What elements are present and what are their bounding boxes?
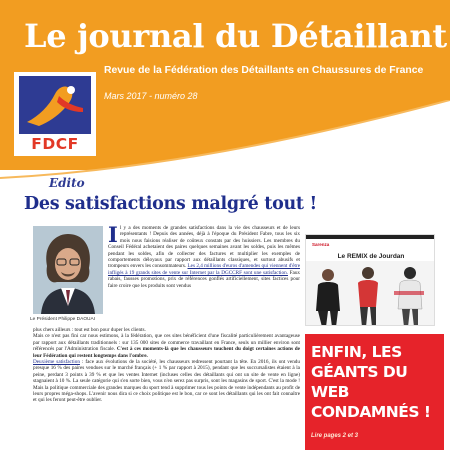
portrait-caption: Le Président Philippe DAOUAI xyxy=(30,317,96,322)
advertisement[interactable] xyxy=(305,234,435,326)
drop-cap: I xyxy=(108,222,118,247)
masthead xyxy=(0,0,450,170)
logo-text: FDCF xyxy=(31,135,79,153)
section-label: Edito xyxy=(49,176,85,190)
journal-subtitle: Revue de la Fédération des Détaillants en Chaussures de France xyxy=(104,65,424,76)
president-portrait xyxy=(33,226,103,314)
logo-emblem xyxy=(19,76,91,134)
promo-headline: ENFIN, LES GÉANTS DU WEB CONDAMNÉS ! xyxy=(311,343,431,421)
logo-figure-icon xyxy=(19,76,91,134)
issue-number: Mars 2017 - numéro 28 xyxy=(104,91,198,101)
body-paragraph-2: Mais ce n'est pas fini car nous estimons, à la fédération, que ces sites bénéficient d'une fiscalité particulièrement avantageuse par rapport aux détaillants traditionnels : sur 135 000 sites de commerce travaillant en France, seuls un millier environ sont référencés par l'Administration fiscale. xyxy=(33,333,300,353)
intro-text: l y a des moments de grandes satisfactions dans la vie des chausseurs et de leurs représentants ! Depuis des années, déjà à l'époque du Président Fabre, tous les six mois nous faisions réaliser de coûteux constats par des huissiers. Les membres du Conseil Fédéral achetaient des paires quelques semaines avant les soldes, puis les mêmes pendant les soldes, afin de collecter des factures et multiplier les exemples de comportements déloyaux par rapport aux détaillants classiques, et surtout abusifs et trompeurs envers les consommateurs. xyxy=(108,225,300,270)
promo-page-link[interactable]: Lire pages 2 et 3 xyxy=(311,433,359,439)
intro-text-end: Faux rabais, fausses promotions, prix de références gonflés artificiellement, sites factices pour faire croire que les produits sont vendus xyxy=(108,269,301,289)
highlight-text: Les 2,4 millions d'euros d'amendes qui viennent d'être infligés à 19 grands sites de vente sur Internet par la DGCCRF sont une satisfaction. xyxy=(108,263,300,276)
promo-box[interactable] xyxy=(305,334,444,450)
article-body xyxy=(33,327,300,404)
body-line: plus chers ailleurs : tout est bon pour duper les clients. xyxy=(33,327,146,333)
second-satisfaction-label: Deuxième satisfaction xyxy=(33,359,80,366)
ad-models-image xyxy=(306,261,435,326)
ad-topbar xyxy=(306,235,435,239)
journal-title: Le journal du Détaillant xyxy=(24,17,447,55)
body-paragraph-2-bold: C'est à ces moments-là que les chausseurs touchent du doigt certaines actions de leur Fédération qui restent longtemps dans l'ombre. xyxy=(33,346,300,359)
article-headline: Des satisfactions malgré tout ! xyxy=(24,194,317,214)
ad-brand: Sarenza xyxy=(312,242,330,247)
body-paragraph-3: : face aux évolutions de la société, les chausseurs redressent pourtant la tête. En 2016, ils ont vendu presque 16 % des paires vendues sur le marché français (+ 1 % par rapport à 2015), pendant que les succursalistes étaient à la peine, perdant 3 points à 39 % et que les ventes Internet (incluses celles des détaillants qui ont un site de vente en ligne) stagnaient à 10 %. La seule catégorie qui s'en sorte bien, vous n'en serez pas surpris, sont les magasins de sport. C'est la mode ! Mais la politique commerciale des grandes marques du sport tend à supprimer tous les points de vente indépendants au profit de leurs propres méga-shops. L'avenir nous dira si ce choix politique est le bon, car ce sont les détaillants qui les ont fait connaître et qui les feront peut-être oublier. xyxy=(33,359,300,404)
portrait-image xyxy=(33,226,103,314)
ad-title: Le REMIX de Jourdan xyxy=(337,253,405,260)
fdcf-logo xyxy=(14,72,96,156)
article-intro xyxy=(108,222,301,289)
